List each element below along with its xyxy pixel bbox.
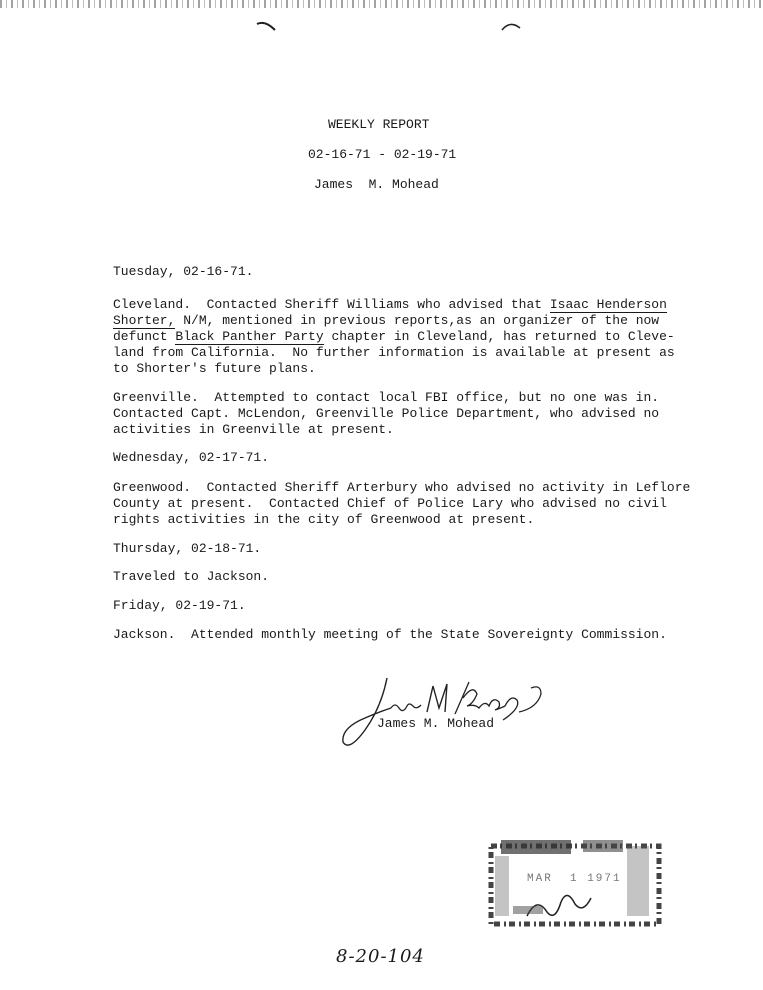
thursday-heading: Thursday, 02-18-71. [113, 541, 262, 556]
typed-signature-name: James M. Mohead [377, 716, 495, 731]
text-segment: chapter in Cleveland, has returned to Cleve- [323, 329, 675, 344]
punch-mark-left [255, 20, 279, 34]
handwritten-file-number: 8-20-104 [336, 946, 425, 967]
underlined-name: Isaac Henderson [549, 297, 667, 312]
text-segment: N/M, mentioned in previous reports,as an organizer of the now [175, 313, 660, 328]
tuesday-paragraph-1-line-5: to Shorter's future plans. [113, 361, 316, 376]
wednesday-line-1: Greenwood. Contacted Sheriff Arterbury who advised no activity in Leflore [113, 480, 691, 495]
report-date-range: 02-16-71 - 02-19-71 [308, 147, 457, 162]
tuesday-heading: Tuesday, 02-16-71. [113, 264, 254, 279]
text-segment: defunct [113, 329, 176, 344]
report-title: WEEKLY REPORT [328, 117, 430, 132]
handwritten-signature [335, 668, 555, 758]
wednesday-heading: Wednesday, 02-17-71. [113, 450, 270, 465]
tuesday-paragraph-1-line-1 [113, 297, 667, 313]
wednesday-line-3: rights activities in the city of Greenwood at present. [113, 512, 535, 527]
tuesday-paragraph-1-line-3 [113, 329, 675, 345]
signature-text: James M Mohead [335, 668, 344, 669]
underlined-organization: Black Panther Party [175, 329, 324, 344]
friday-line-1: Jackson. Attended monthly meeting of the State Sovereignty Commission. [113, 627, 667, 642]
stamp-date: MAR 1 1971 [527, 873, 622, 885]
report-author: James M. Mohead [314, 177, 439, 192]
tuesday-paragraph-2-line-1: Greenville. Attempted to contact local FBI office, but no one was in. [113, 390, 660, 405]
underlined-surname: Shorter, [113, 313, 176, 328]
thursday-line-1: Traveled to Jackson. [113, 569, 270, 584]
tuesday-paragraph-1-line-2 [113, 313, 659, 329]
tuesday-paragraph-2-line-3: activities in Greenville at present. [113, 422, 394, 437]
scan-edge-artifact [0, 0, 763, 8]
tuesday-paragraph-1-line-4: land from California. No further information is available at present as [113, 345, 675, 360]
text-segment: Cleveland. Contacted Sheriff Williams who advised that [113, 297, 550, 312]
wednesday-line-2: County at present. Contacted Chief of Police Lary who advised no civil [113, 496, 667, 511]
punch-mark-right [500, 20, 524, 34]
friday-heading: Friday, 02-19-71. [113, 598, 246, 613]
tuesday-paragraph-2-line-2: Contacted Capt. McLendon, Greenville Police Department, who advised no [113, 406, 660, 421]
